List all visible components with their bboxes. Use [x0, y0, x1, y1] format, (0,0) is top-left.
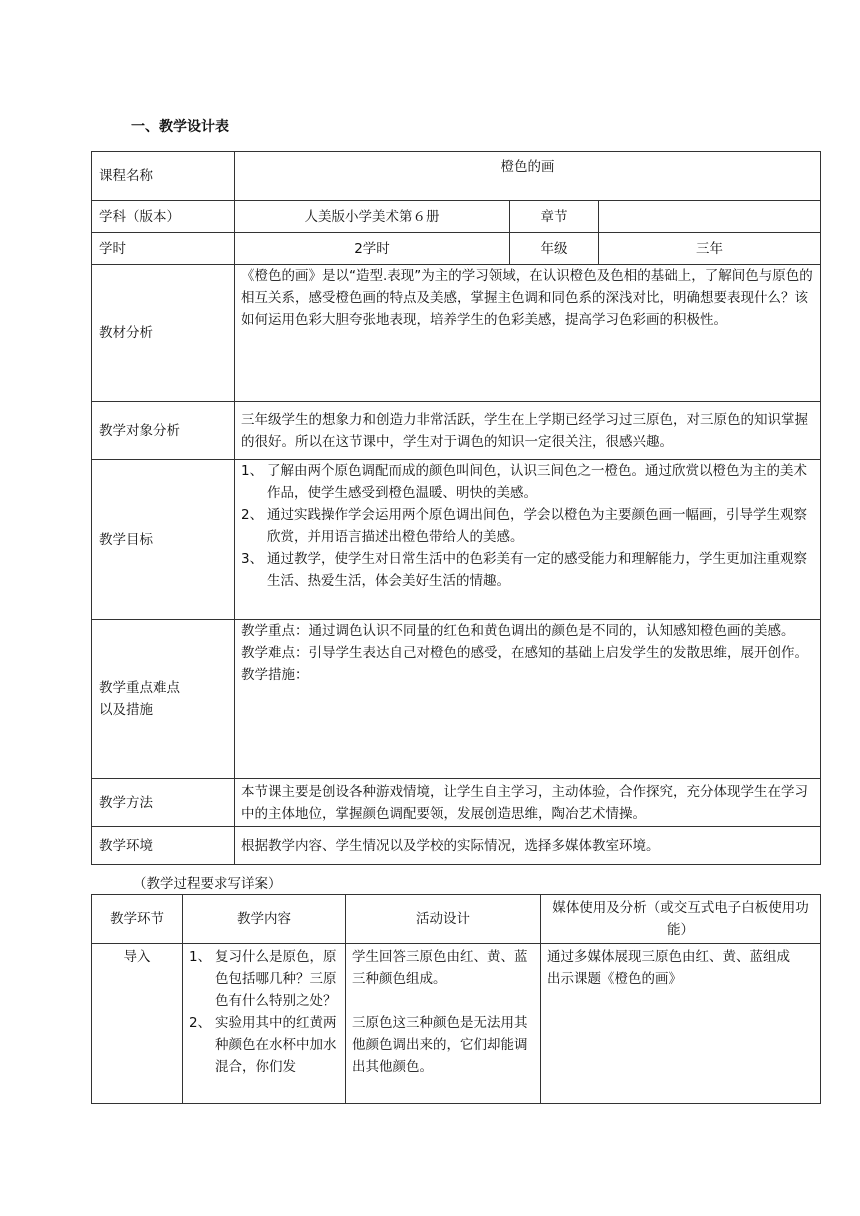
content-number: 2、 — [189, 1015, 212, 1031]
keypoints-label-line1: 教学重点难点 — [99, 680, 180, 696]
row-hours — [92, 233, 821, 265]
goal-number: 3、 — [241, 551, 264, 567]
hours-label: 学时 — [92, 233, 235, 265]
environment-label: 教学环境 — [92, 827, 235, 865]
goal-text: 了解由两个原色调配而成的颜色叫间色，认识三间色之一橙色。通过欣赏以橙色为主的美术作品，使学生感受到橙色温暖、明快的美感。 — [267, 463, 807, 501]
method-text: 本节课主要是创设各种游戏情境，让学生自主学习，主动体验，合作探究，充分体现学生在学习中的主体地位，掌握颜色调配要领，发展创造思维，陶冶艺术情操。 — [235, 779, 821, 827]
students-text: 三年级学生的想象力和创造力非常活跃，学生在上学期已经学习过三原色，对三原色的知识掌握的很好。所以在这节课中，学生对于调色的知识一定很关注，很感兴趣。 — [235, 402, 821, 460]
process-row — [92, 944, 821, 1104]
hours-value: 2学时 — [235, 233, 510, 265]
key-point: 教学重点：通过调色认识不同量的红色和黄色调出的颜色是不同的，认知感知橙色画的美感。 — [241, 623, 795, 639]
media-cell — [541, 944, 821, 1104]
media-text: 通过多媒体展现三原色由红、黄、蓝组成 — [547, 949, 790, 965]
design-table — [91, 151, 821, 865]
stage-cell: 导入 — [92, 944, 183, 1104]
header-media: 媒体使用及分析（或交互式电子白板使用功能） — [541, 895, 821, 944]
goal-number: 1、 — [241, 463, 264, 479]
section-heading: 一、教学设计表 — [131, 119, 229, 135]
row-material — [92, 265, 821, 402]
row-course — [92, 152, 821, 201]
keypoints-label-line2: 以及措施 — [99, 702, 153, 718]
course-value: 橙色的画 — [235, 152, 821, 201]
activity-text: 三原色这三种颜色是无法用其他颜色调出来的，它们却能调出其他颜色。 — [352, 1015, 528, 1075]
row-keypoints — [92, 620, 821, 779]
row-students — [92, 402, 821, 460]
course-label: 课程名称 — [92, 152, 235, 201]
process-note: （教学过程要求写详案） — [133, 876, 282, 892]
keypoints-label — [92, 620, 235, 779]
content-item — [189, 946, 339, 1012]
goals-list — [235, 460, 821, 620]
keypoints-text — [235, 620, 821, 779]
chapter-label: 章节 — [510, 201, 599, 233]
subject-label: 学科（版本） — [92, 201, 235, 233]
row-goals — [92, 460, 821, 620]
activity-cell — [346, 944, 541, 1104]
process-table — [91, 894, 821, 1104]
chapter-value — [599, 201, 821, 233]
environment-text: 根据教学内容、学生情况以及学校的实际情况，选择多媒体教室环境。 — [235, 827, 821, 865]
goals-label: 教学目标 — [92, 460, 235, 620]
goal-item — [241, 460, 814, 504]
row-method — [92, 779, 821, 827]
grade-label: 年级 — [510, 233, 599, 265]
activity-text: 学生回答三原色由红、黄、蓝三种颜色组成。 — [352, 949, 528, 987]
row-environment — [92, 827, 821, 865]
method-label: 教学方法 — [92, 779, 235, 827]
content-text: 复习什么是原色，原色包括哪几种？三原色有什么特别之处？ — [215, 949, 337, 1009]
grade-value: 三年 — [599, 233, 821, 265]
goal-item — [241, 548, 814, 592]
students-label: 教学对象分析 — [92, 402, 235, 460]
content-item — [189, 1012, 339, 1078]
material-label: 教材分析 — [92, 265, 235, 402]
content-cell — [183, 944, 346, 1104]
media-text: 出示课题《橙色的画》 — [547, 971, 682, 987]
goal-item — [241, 504, 814, 548]
measures-point: 教学措施： — [241, 667, 309, 683]
goal-number: 2、 — [241, 507, 264, 523]
goal-text: 通过教学，使学生对日常生活中的色彩美有一定的感受能力和理解能力，学生更加注重观察生活、热爱生活，体会美好生活的情趣。 — [267, 551, 807, 589]
content-number: 1、 — [189, 949, 212, 965]
process-header-row — [92, 895, 821, 944]
subject-value: 人美版小学美术第６册 — [235, 201, 510, 233]
content-text: 实验用其中的红黄两种颜色在水杯中加水混合，你们发 — [215, 1015, 337, 1075]
difficulty-point: 教学难点：引导学生表达自己对橙色的感受，在感知的基础上启发学生的发散思维，展开创作。 — [241, 645, 808, 661]
header-stage: 教学环节 — [92, 895, 183, 944]
goal-text: 通过实践操作学会运用两个原色调出间色，学会以橙色为主要颜色画一幅画，引导学生观察欣赏，并用语言描述出橙色带给人的美感。 — [267, 507, 807, 545]
row-subject — [92, 201, 821, 233]
header-activity: 活动设计 — [346, 895, 541, 944]
material-text: 《橙色的画》是以“造型.表现”为主的学习领域，在认识橙色及色相的基础上，了解间色与原色的相互关系，感受橙色画的特点及美感，掌握主色调和同色系的深浅对比，明确想要表现什么？该如何运用色彩大胆夸张地表现，培养学生的色彩美感，提高学习色彩画的积极性。 — [235, 265, 821, 402]
header-content: 教学内容 — [183, 895, 346, 944]
